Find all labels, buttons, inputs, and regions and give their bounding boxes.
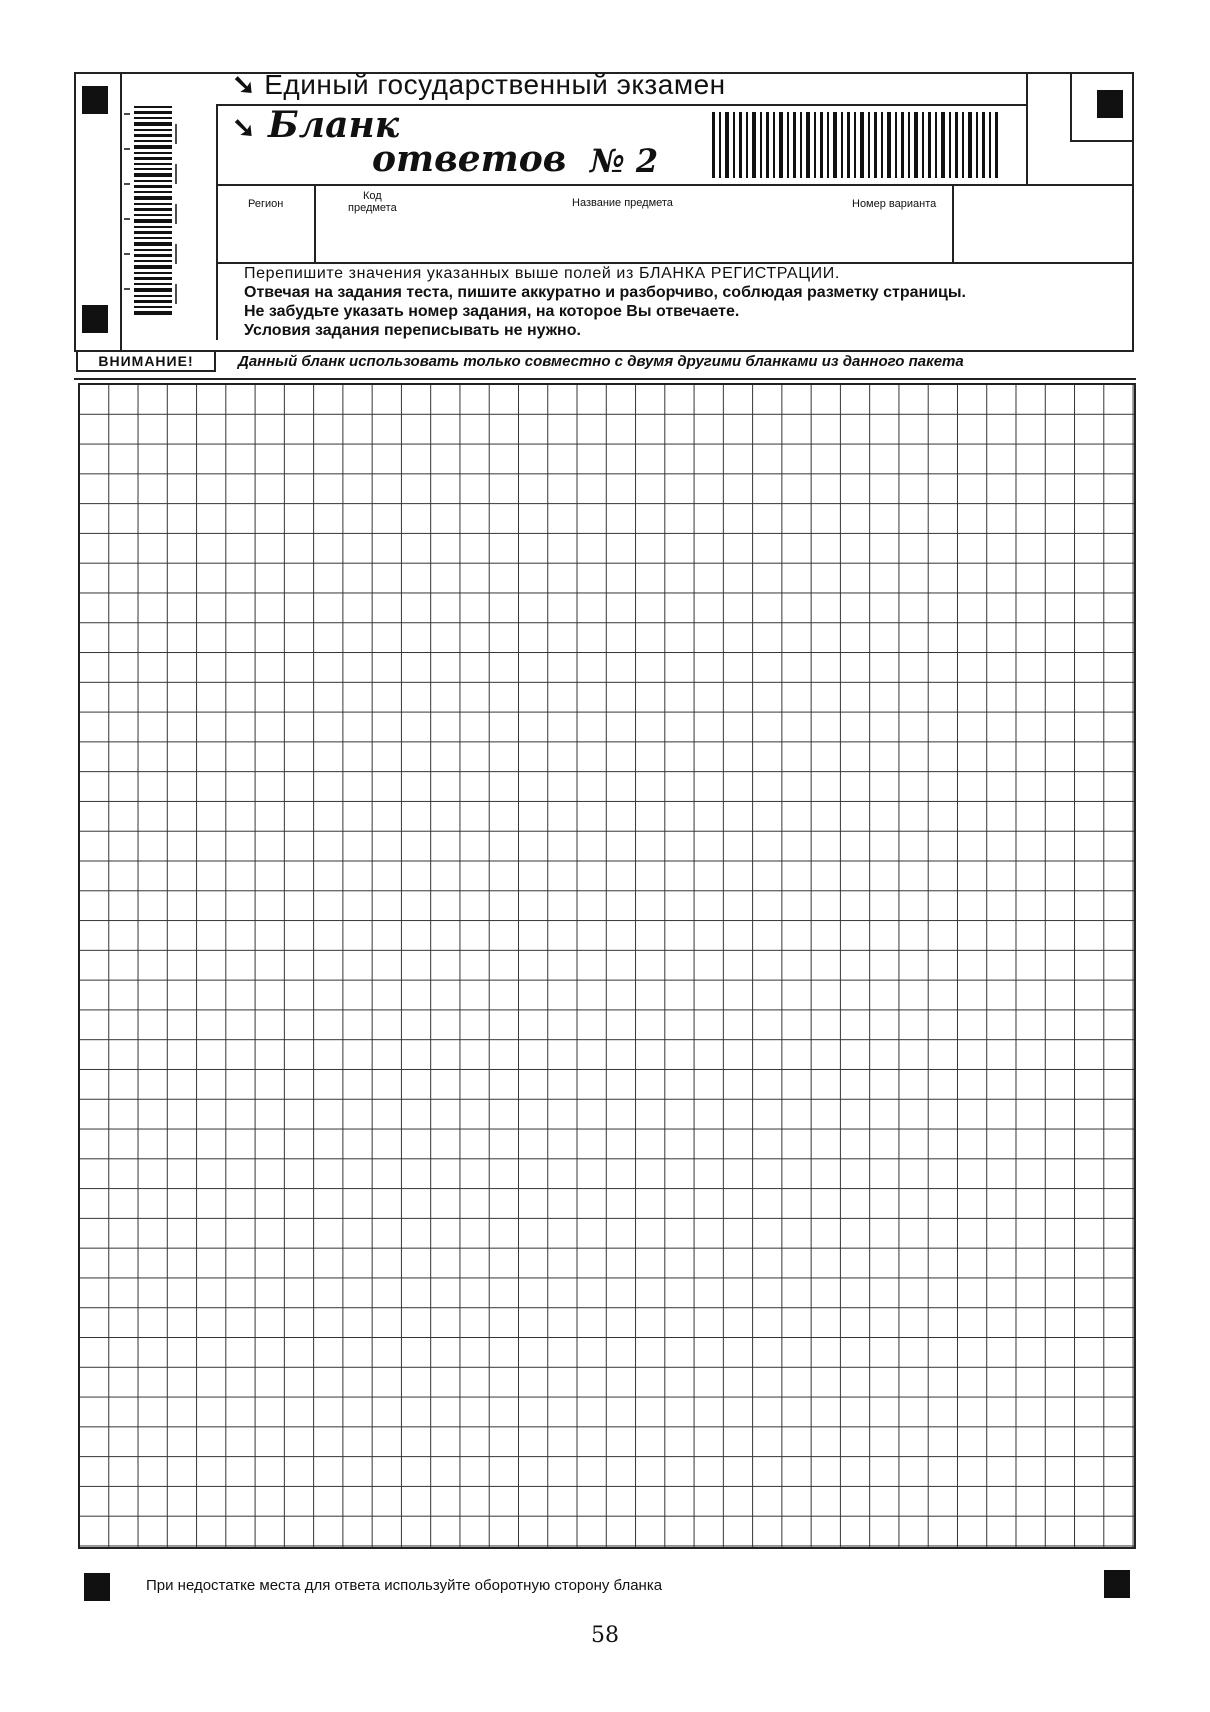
subject-name-input[interactable]	[520, 214, 820, 260]
answer-grid[interactable]	[78, 383, 1136, 1549]
exam-title-text: Единый государственный экзамен	[264, 69, 726, 100]
blank-number: № 2	[590, 142, 659, 180]
attention-text: Данный бланк использовать только совместно с двумя другими бланками из данного пакета	[238, 353, 964, 370]
blank-title-line2: ответов	[372, 138, 567, 180]
registration-marker-bottom-left	[84, 1573, 110, 1601]
attention-row-bottom	[74, 378, 1136, 380]
arrow-icon: ➘	[232, 111, 256, 144]
footer-note: При недостатке места для ответа используйте оборотную сторону бланка	[146, 1577, 663, 1594]
blank-title-word1: Бланк	[268, 104, 400, 146]
subject-code-label-line1: Код	[363, 190, 382, 202]
instruction-line-1: Перепишите значения указанных выше полей из БЛАНКА РЕГИСТРАЦИИ.	[244, 265, 840, 282]
arrow-icon: ➘	[232, 69, 256, 100]
region-input[interactable]	[218, 214, 312, 260]
exam-title	[232, 68, 726, 101]
right-column-divider	[1026, 72, 1028, 184]
instruction-line-4: Условия задания переписывать не нужно.	[244, 322, 581, 339]
subject-name-label: Название предмета	[572, 197, 673, 209]
registration-marker-bottom-right	[1104, 1570, 1130, 1598]
subject-code-input[interactable]	[316, 214, 516, 260]
left-column-divider	[120, 72, 122, 352]
subject-code-label	[348, 190, 397, 214]
vertical-barcode	[124, 104, 214, 324]
attention-label: ВНИМАНИЕ!	[76, 350, 216, 372]
region-label: Регион	[248, 198, 284, 210]
instruction-line-3: Не забудьте указать номер задания, на которое Вы отвечаете.	[244, 303, 740, 320]
fields-row-bottom	[216, 262, 1134, 264]
variant-input[interactable]	[954, 186, 1132, 260]
page-number: 58	[591, 1623, 619, 1648]
subject-code-label-line2: предмета	[348, 202, 397, 214]
horizontal-barcode	[712, 112, 1002, 178]
variant-label: Номер варианта	[852, 198, 937, 210]
corner-notch	[1070, 72, 1134, 142]
instruction-line-2: Отвечая на задания теста, пишите аккуратно и разборчиво, соблюдая разметку страницы.	[244, 284, 966, 301]
